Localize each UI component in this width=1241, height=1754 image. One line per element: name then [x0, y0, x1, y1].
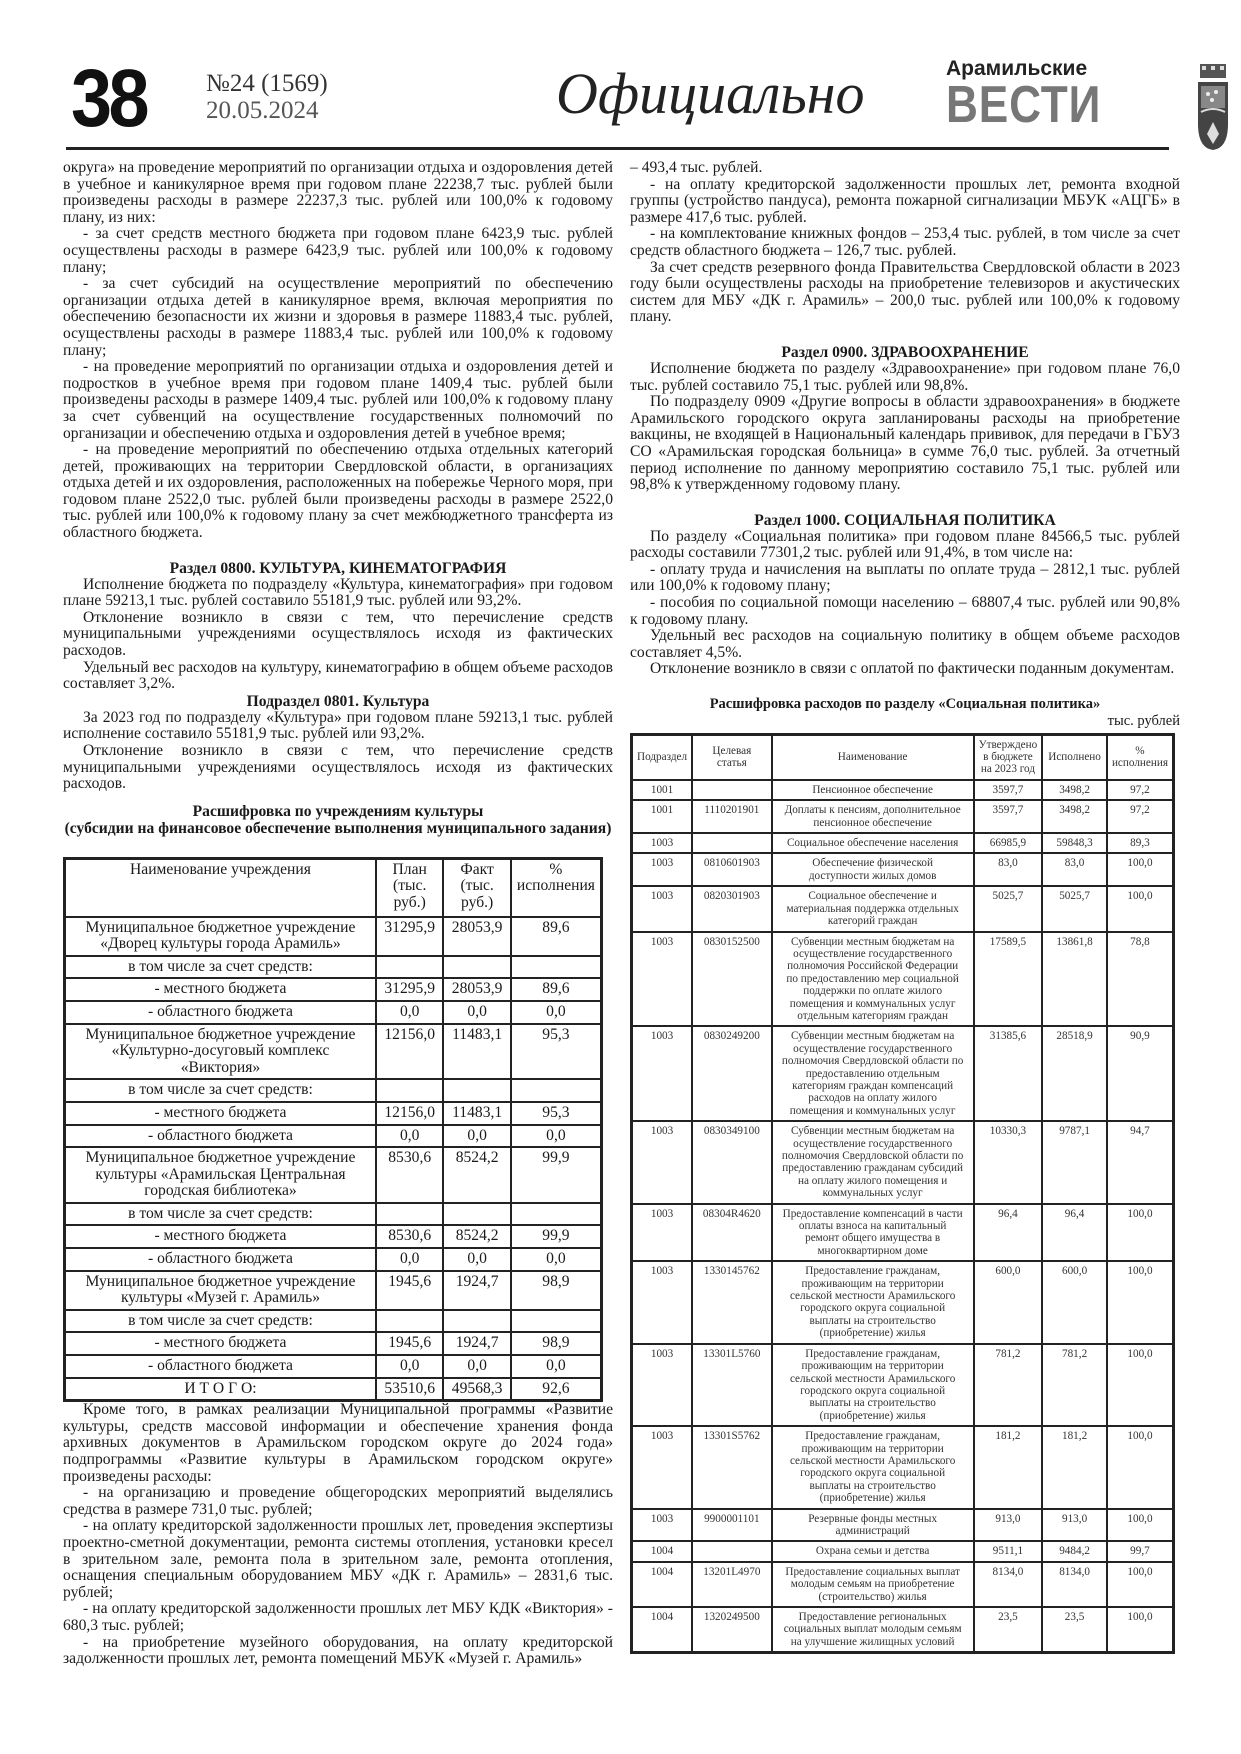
- cell-done: 8134,0: [1042, 1562, 1107, 1607]
- cell-pct: 99,9: [511, 1225, 602, 1248]
- table-row: [65, 1225, 602, 1248]
- cell-pct: 100,0: [1107, 1426, 1174, 1508]
- cell-code: 9900001101: [692, 1509, 772, 1542]
- cell-subsection: 1003: [632, 886, 693, 931]
- table-row: [65, 1079, 602, 1102]
- cell-done: 28518,9: [1042, 1026, 1107, 1121]
- cell-code: 13201L4970: [692, 1562, 772, 1607]
- cell-pct: 97,2: [1107, 780, 1174, 800]
- cell-code: 1320249500: [692, 1607, 772, 1653]
- cell-subsection: 1001: [632, 780, 693, 800]
- cell-name: в том числе за счет средств:: [65, 1079, 376, 1102]
- cell-plan: 31295,9: [376, 917, 444, 956]
- social-table-title: Расшифровка расходов по разделу «Социальная политика»: [709, 696, 1101, 713]
- table-row: [632, 1509, 1174, 1542]
- issue-number: №24 (1569): [206, 70, 328, 97]
- table-total-row: [65, 1378, 602, 1401]
- cell-pct: 89,3: [1107, 833, 1174, 853]
- cell-name: в том числе за счет средств:: [65, 1310, 376, 1333]
- cell-pct: 100,0: [1107, 853, 1174, 886]
- col-header-approved: Утверждено в бюджете на 2023 год: [974, 734, 1043, 780]
- cell-name: Муниципальное бюджетное учреждение «Дворец культуры города Арамиль»: [65, 917, 376, 956]
- cell-plan: 31295,9: [376, 978, 444, 1001]
- cell-done: 781,2: [1042, 1344, 1107, 1426]
- table-row: [632, 1541, 1174, 1561]
- social-policy-table: [630, 733, 1175, 1655]
- cell-approved: 913,0: [974, 1509, 1043, 1542]
- cell-approved: 3597,7: [974, 780, 1043, 800]
- cell-subsection: 1003: [632, 1204, 693, 1262]
- cell-name: - местного бюджета: [65, 1225, 376, 1248]
- table-row: [632, 1261, 1174, 1343]
- cell-pct: 97,2: [1107, 800, 1174, 833]
- cell-subsection: 1004: [632, 1607, 693, 1653]
- paragraph: Исполнение бюджета по разделу «Здравоохранение» при годовом плане 76,0 тыс. рублей составило 75,1 тыс. рублей или 98,8%.: [630, 359, 1180, 394]
- table-row: [65, 1102, 602, 1125]
- table-row: [632, 1026, 1174, 1121]
- cell-code: 0830349100: [692, 1121, 772, 1203]
- cell-name: Предоставление социальных выплат молодым семьям на приобретение (строительство) жилья: [772, 1562, 974, 1607]
- cell-plan: [376, 1310, 444, 1333]
- cell-code: 1110201901: [692, 800, 772, 833]
- table-row: [632, 1121, 1174, 1203]
- cell-plan: 0,0: [376, 1355, 444, 1378]
- table-row: [65, 1271, 602, 1310]
- cell-approved: 96,4: [974, 1204, 1043, 1262]
- cell-subsection: 1003: [632, 932, 693, 1027]
- cell-pct: 92,6: [511, 1378, 602, 1401]
- col-header-code: Целевая статья: [692, 734, 772, 780]
- cell-done: 5025,7: [1042, 886, 1107, 931]
- cell-done: 9787,1: [1042, 1121, 1107, 1203]
- table-row: [65, 956, 602, 979]
- paragraph: - на комплектование книжных фондов – 253,4 тыс. рублей, в том числе за счет средств областного бюджета – 126,7 тыс. рублей.: [630, 225, 1180, 259]
- cell-approved: 600,0: [974, 1261, 1043, 1343]
- cell-name: Предоставление компенсаций в части оплаты взноса на капитальный ремонт общего имущества в многоквартирном доме: [772, 1204, 974, 1262]
- cell-fact: 1924,7: [443, 1332, 510, 1355]
- cell-name: Муниципальное бюджетное учреждение культуры «Музей г. Арамиль»: [65, 1271, 376, 1310]
- paragraph: За 2023 год по подразделу «Культура» при годовом плане 59213,1 тыс. рублей исполнение составило 55181,9 тыс. рублей или 93,2%.: [63, 708, 613, 743]
- section-heading-0900: Раздел 0900. ЗДРАВООХРАНЕНИЕ: [781, 343, 1029, 361]
- cell-approved: 23,5: [974, 1607, 1043, 1653]
- issue-date: 20.05.2024: [206, 97, 319, 124]
- cell-pct: 99,7: [1107, 1541, 1174, 1561]
- paragraph: округа» на проведение мероприятий по организации отдыха и оздоровления детей в учебное и каникулярное время при годовом плане 22238,7 тыс. рублей были произведены расходы в размере 22237,3 тыс. рублей или 100,0% к годовому плану, из них:: [63, 159, 613, 226]
- cell-code: [692, 833, 772, 853]
- cell-done: 3498,2: [1042, 780, 1107, 800]
- cell-name: - местного бюджета: [65, 1102, 376, 1125]
- paragraph: Исполнение бюджета по подразделу «Культура, кинематография» при годовом плане 59213,1 тыс. рублей составило 55181,9 тыс. рублей или 93,2%.: [63, 575, 613, 610]
- paragraph: Отклонение возникло в связи с тем, что перечисление средств муниципальными учреждениями осуществлялось исходя из фактических расходов.: [63, 608, 613, 660]
- cell-pct: 95,3: [511, 1024, 602, 1080]
- table-row: [65, 917, 602, 956]
- table-header-row: [65, 858, 602, 916]
- cell-name: - областного бюджета: [65, 1248, 376, 1271]
- cell-pct: 95,3: [511, 1102, 602, 1125]
- cell-code: [692, 780, 772, 800]
- cell-done: 23,5: [1042, 1607, 1107, 1653]
- paragraph: - на организацию и проведение общегородских мероприятий выделялись средства в размере 731,0 тыс. рублей;: [63, 1484, 613, 1518]
- cell-subsection: 1004: [632, 1541, 693, 1561]
- cell-subsection: 1003: [632, 1121, 693, 1203]
- cell-code: 13301L5760: [692, 1344, 772, 1426]
- cell-plan: 0,0: [376, 1125, 444, 1148]
- cell-subsection: 1003: [632, 1509, 693, 1542]
- cell-pct: 89,6: [511, 978, 602, 1001]
- cell-pct: 89,6: [511, 917, 602, 956]
- cell-plan: 1945,6: [376, 1271, 444, 1310]
- cell-pct: [511, 1203, 602, 1226]
- cell-pct: 98,9: [511, 1271, 602, 1310]
- cell-pct: 94,7: [1107, 1121, 1174, 1203]
- page-header: [66, 40, 1166, 145]
- table-row: [65, 1147, 602, 1203]
- table-row: [632, 833, 1174, 853]
- table-row: [65, 1001, 602, 1024]
- col-header-done: Исполнено: [1042, 734, 1107, 780]
- table-row: [65, 1024, 602, 1080]
- cell-approved: 10330,3: [974, 1121, 1043, 1203]
- cell-plan: [376, 1079, 444, 1102]
- cell-plan: 1945,6: [376, 1332, 444, 1355]
- cell-name: Субвенции местным бюджетам на осуществление государственного полномочия Российской Федерации по предоставлению мер социальной поддержки по оплате жилого помещения и коммунальных услуг отдельным категориям граждан: [772, 932, 974, 1027]
- table-row: [65, 1355, 602, 1378]
- paragraph: - на приобретение музейного оборудования, на оплату кредиторской задолженности прошлых лет, ремонта помещений МБУК «Музей г. Арамиль»: [63, 1633, 613, 1668]
- paragraph: Отклонение возникло в связи с оплатой по фактически поданным документам.: [650, 660, 1175, 678]
- cell-code: 1330145762: [692, 1261, 772, 1343]
- cell-plan: 12156,0: [376, 1024, 444, 1080]
- col-header-pct: % исполнения: [1107, 734, 1174, 780]
- cell-name: Предоставление гражданам, проживающим на территории сельской местности Арамильского городского округа социальной выплаты на строительство (приобретение) жилья: [772, 1426, 974, 1508]
- cell-name: - местного бюджета: [65, 1332, 376, 1355]
- cell-done: 96,4: [1042, 1204, 1107, 1262]
- issue-info: [206, 70, 328, 124]
- table-row: [65, 1332, 602, 1355]
- cell-name: - местного бюджета: [65, 978, 376, 1001]
- table-row: [632, 1204, 1174, 1262]
- paragraph: - за счет средств местного бюджета при годовом плане 6423,9 тыс. рублей осуществлены расходы в размере 6423,9 тыс. рублей или 100,0% к годовому плану;: [63, 225, 613, 276]
- cell-subsection: 1003: [632, 1026, 693, 1121]
- cell-subsection: 1001: [632, 800, 693, 833]
- table-row: [65, 1203, 602, 1226]
- table-row: [632, 780, 1174, 800]
- col-header-subsection: Подраздел: [632, 734, 693, 780]
- table-row: [65, 1310, 602, 1333]
- cell-done: 3498,2: [1042, 800, 1107, 833]
- cell-pct: 98,9: [511, 1332, 602, 1355]
- col-header-pct: % исполнения: [511, 858, 602, 916]
- cell-subsection: 1003: [632, 833, 693, 853]
- cell-name: Обеспечение физической доступности жилых домов: [772, 853, 974, 886]
- social-table-unit: тыс. рублей: [1107, 712, 1180, 729]
- cell-pct: 0,0: [511, 1001, 602, 1024]
- table-row: [632, 1426, 1174, 1508]
- cell-name: - областного бюджета: [65, 1001, 376, 1024]
- cell-code: 08304R4620: [692, 1204, 772, 1262]
- cell-done: 181,2: [1042, 1426, 1107, 1508]
- table-row: [632, 886, 1174, 931]
- cell-approved: 66985,9: [974, 833, 1043, 853]
- cell-name: - областного бюджета: [65, 1125, 376, 1148]
- cell-done: 13861,8: [1042, 932, 1107, 1027]
- cell-done: 83,0: [1042, 853, 1107, 886]
- page-number: 38: [71, 53, 146, 144]
- cell-fact: [443, 1079, 510, 1102]
- paragraph: – 493,4 тыс. рублей.: [630, 159, 763, 176]
- table-row: [65, 1248, 602, 1271]
- cell-fact: 8524,2: [443, 1147, 510, 1203]
- header-rule: [66, 147, 1169, 150]
- paragraph: - оплату труда и начисления на выплаты по оплате труда – 2812,1 тыс. рублей или 100,0% к годовому плану;: [630, 560, 1180, 595]
- paragraph: По подразделу 0909 «Другие вопросы в области здравоохранения» в бюджете Арамильского городского округа запланированы расходы на приобретение вакцины, не входящей в Национальный календарь прививок, для передачи в ГБУЗ СО «Арамильская городская больница» в сумме 76,0 тыс. рублей. За отчетный период исполнение по данному мероприятию составило 75,1 тыс. рублей или 98,8% к утвержденному годовому плану.: [630, 393, 1180, 494]
- cell-done: 913,0: [1042, 1509, 1107, 1542]
- cell-pct: 100,0: [1107, 1509, 1174, 1542]
- cell-fact: 0,0: [443, 1125, 510, 1148]
- cell-name: Предоставление гражданам, проживающим на территории сельской местности Арамильского городского округа социальной выплаты на строительство (приобретение) жилья: [772, 1261, 974, 1343]
- table-row: [632, 1344, 1174, 1426]
- paragraph: Отклонение возникло в связи с тем, что перечисление средств муниципальными учреждениями осуществлялось исходя из фактических расходов.: [63, 742, 613, 793]
- paragraph: Удельный вес расходов на социальную политику в общем объеме расходов составляет 4,5%.: [630, 627, 1180, 661]
- cell-approved: 17589,5: [974, 932, 1043, 1027]
- cell-pct: 0,0: [511, 1125, 602, 1148]
- paragraph: - на проведение мероприятий по обеспечению отдыха отдельных категорий детей, проживающих на территории Свердловской области, в организациях отдыха детей и их оздоровления, расположенных на побережье Черного моря, при годовом плане 2522,0 тыс. рублей были произведены расходы в размере 2522,0 тыс. рублей или 100,0% к годовому плану за счет межбюджетного трансферта из областного бюджета.: [63, 441, 613, 542]
- right-column: [630, 160, 1180, 1654]
- cell-pct: [511, 956, 602, 979]
- cell-fact: [443, 956, 510, 979]
- cell-name: Охрана семьи и детства: [772, 1541, 974, 1561]
- col-header-name: Наименование: [772, 734, 974, 780]
- cell-pct: 0,0: [511, 1248, 602, 1271]
- cell-code: 0820301903: [692, 886, 772, 931]
- section-heading-1000: Раздел 1000. СОЦИАЛЬНАЯ ПОЛИТИКА: [754, 511, 1056, 529]
- cell-name: - областного бюджета: [65, 1355, 376, 1378]
- cell-pct: 100,0: [1107, 1344, 1174, 1426]
- newspaper-logo: [946, 57, 1102, 134]
- cell-pct: 100,0: [1107, 1607, 1174, 1653]
- cell-approved: 31385,6: [974, 1026, 1043, 1121]
- cell-fact: 28053,9: [443, 917, 510, 956]
- cell-name: Предоставление региональных социальных выплат молодым семьям на улучшение жилищных условий: [772, 1607, 974, 1653]
- cell-name: Резервные фонды местных администраций: [772, 1509, 974, 1542]
- section-heading-0800: Раздел 0800. КУЛЬТУРА, КИНЕМАТОГРАФИЯ: [169, 559, 507, 577]
- cell-name: Социальное обеспечение и материальная поддержка отдельных категорий граждан: [772, 886, 974, 931]
- cell-pct: 100,0: [1107, 886, 1174, 931]
- cell-approved: 781,2: [974, 1344, 1043, 1426]
- cell-plan: 8530,6: [376, 1147, 444, 1203]
- cell-plan: [376, 1203, 444, 1226]
- cell-name: Предоставление гражданам, проживающим на территории сельской местности Арамильского городского округа социальной выплаты на строительство (приобретение) жилья: [772, 1344, 974, 1426]
- cell-fact: 11483,1: [443, 1024, 510, 1080]
- cell-plan: 12156,0: [376, 1102, 444, 1125]
- cell-code: 13301S5762: [692, 1426, 772, 1508]
- cell-fact: 11483,1: [443, 1102, 510, 1125]
- cell-fact: [443, 1203, 510, 1226]
- cell-fact: 8524,2: [443, 1225, 510, 1248]
- cell-name: Пенсионное обеспечение: [772, 780, 974, 800]
- logo-main-text: ВЕСТИ: [946, 76, 1102, 134]
- cell-pct: 78,8: [1107, 932, 1174, 1027]
- cell-pct: [511, 1079, 602, 1102]
- paragraph: - пособия по социальной помощи населению – 68807,4 тыс. рублей или 90,8% к годовому плану.: [630, 594, 1180, 628]
- culture-table-subtitle: (субсидии на финансовое обеспечение выполнения муниципального задания): [64, 819, 612, 837]
- paragraph: По разделу «Социальная политика» при годовом плане 84566,5 тыс. рублей расходы составили 77301,2 тыс. рублей или 91,4%, в том числе на:: [630, 527, 1180, 562]
- cell-plan: 0,0: [376, 1001, 444, 1024]
- cell-done: 600,0: [1042, 1261, 1107, 1343]
- cell-fact: 49568,3: [443, 1378, 510, 1401]
- col-header-plan: План (тыс. руб.): [376, 858, 444, 916]
- culture-table: [63, 857, 603, 1402]
- cell-code: 0810601903: [692, 853, 772, 886]
- cell-name: в том числе за счет средств:: [65, 956, 376, 979]
- cell-fact: 0,0: [443, 1001, 510, 1024]
- cell-pct: 99,9: [511, 1147, 602, 1203]
- cell-approved: 9511,1: [974, 1541, 1043, 1561]
- cell-fact: [443, 1310, 510, 1333]
- table-row: [65, 1125, 602, 1148]
- cell-name: Муниципальное бюджетное учреждение «Культурно-досуговый комплекс «Виктория»: [65, 1024, 376, 1080]
- cell-fact: 1924,7: [443, 1271, 510, 1310]
- paragraph: - на проведение мероприятий по организации отдыха и оздоровления детей и подростков в учебное время при годовом плане 1409,4 тыс. рублей были произведены расходы в размере 1409,4 тыс. рублей или 100,0% к годовому плану за счет субвенций на осуществление государственных полномочий по организации и обеспечению отдыха и оздоровления детей в учебное время;: [63, 358, 613, 442]
- paragraph: Кроме того, в рамках реализации Муниципальной программы «Развитие культуры, средств массовой информации и обеспечение хранения фонда архивных документов в Арамильском городском округе до 2024 года» подпрограммы «Развитие культуры в Арамильском городском округе» произведены расходы:: [63, 1401, 613, 1485]
- cell-approved: 3597,7: [974, 800, 1043, 833]
- cell-pct: 0,0: [511, 1355, 602, 1378]
- paragraph: - за счет субсидий на осуществление мероприятий по обеспечению организации отдыха детей в каникулярное время, включая мероприятия по обеспечению безопасности их жизни и здоровья в размере 11883,4 тыс. рублей, осуществлены расходы в размере 11883,4 тыс. рублей или 100,0% к годовому плану;: [63, 275, 613, 359]
- cell-name: Субвенции местным бюджетам на осуществление государственного полномочия Свердловской области по предоставлению гражданам субсидий на оплату жилого помещения и коммунальных услуг: [772, 1121, 974, 1203]
- cell-subsection: 1004: [632, 1562, 693, 1607]
- table-row: [632, 1607, 1174, 1653]
- cell-plan: 53510,6: [376, 1378, 444, 1401]
- paragraph: - на оплату кредиторской задолженности прошлых лет МБУ КДК «Виктория» - 680,3 тыс. рублей;: [63, 1600, 613, 1634]
- section-title: Официально: [556, 61, 865, 126]
- culture-table-title: Расшифровка по учреждениям культуры: [192, 802, 484, 820]
- cell-pct: 90,9: [1107, 1026, 1174, 1121]
- cell-pct: 100,0: [1107, 1562, 1174, 1607]
- left-column: [63, 160, 613, 1668]
- cell-approved: 8134,0: [974, 1562, 1043, 1607]
- cell-pct: 100,0: [1107, 1204, 1174, 1262]
- paragraph: - на оплату кредиторской задолженности прошлых лет, проведения экспертизы проектно-сметной документации, ремонта системы отопления, установки кресел в зрительном зале, ремонта пола в зрительном зале, ремонта отопления, оснащения специальным оборудованием МБУ «ДК г. Арамиль» – 2831,6 тыс. рублей;: [63, 1517, 613, 1601]
- paragraph: - на оплату кредиторской задолженности прошлых лет, ремонта входной группы (устройство пандуса), ремонта пожарной сигнализации МБУК «АЦГБ» в размере 417,6 тыс. рублей.: [630, 175, 1180, 226]
- cell-name: Доплаты к пенсиям, дополнительное пенсионное обеспечение: [772, 800, 974, 833]
- coat-of-arms-icon: [1196, 62, 1230, 152]
- cell-fact: 0,0: [443, 1355, 510, 1378]
- cell-plan: 0,0: [376, 1248, 444, 1271]
- paragraph: За счет средств резервного фонда Правительства Свердловской области в 2023 году были осуществлены расходы на приобретение телевизоров и акустических систем для МБУ «ДК г. Арамиль» – 200,0 тыс. рублей или 100,0% к годовому плану.: [630, 258, 1180, 326]
- paragraph: Удельный вес расходов на культуру, кинематографию в общем объеме расходов составляет 3,2%.: [63, 658, 613, 693]
- cell-approved: 5025,7: [974, 886, 1043, 931]
- cell-name: Субвенции местным бюджетам на осуществление государственного полномочия Свердловской области по предоставлению отдельным категориям граждан компенсаций расходов на оплату жилого помещения и коммунальных услуг: [772, 1026, 974, 1121]
- cell-plan: [376, 956, 444, 979]
- cell-name: Муниципальное бюджетное учреждение культуры «Арамильская Центральная городская библиотека»: [65, 1147, 376, 1203]
- subsection-heading-0801: Подраздел 0801. Культура: [246, 692, 430, 710]
- table-row: [632, 1562, 1174, 1607]
- cell-code: 0830249200: [692, 1026, 772, 1121]
- cell-code: 0830152500: [692, 932, 772, 1027]
- cell-name: Социальное обеспечение населения: [772, 833, 974, 853]
- col-header-fact: Факт (тыс. руб.): [443, 858, 510, 916]
- cell-subsection: 1003: [632, 1344, 693, 1426]
- logo-top-text: Арамильские: [946, 57, 1088, 80]
- col-header-name: Наименование учреждения: [65, 858, 376, 916]
- cell-fact: 28053,9: [443, 978, 510, 1001]
- cell-subsection: 1003: [632, 853, 693, 886]
- table-row: [632, 800, 1174, 833]
- cell-name: И Т О Г О:: [65, 1378, 376, 1401]
- cell-code: [692, 1541, 772, 1561]
- cell-subsection: 1003: [632, 1426, 693, 1508]
- cell-approved: 181,2: [974, 1426, 1043, 1508]
- cell-done: 59848,3: [1042, 833, 1107, 853]
- cell-pct: [511, 1310, 602, 1333]
- cell-name: в том числе за счет средств:: [65, 1203, 376, 1226]
- cell-fact: 0,0: [443, 1248, 510, 1271]
- cell-pct: 100,0: [1107, 1261, 1174, 1343]
- cell-plan: 8530,6: [376, 1225, 444, 1248]
- table-header-row: [632, 734, 1174, 780]
- table-row: [632, 853, 1174, 886]
- table-row: [65, 978, 602, 1001]
- cell-subsection: 1003: [632, 1261, 693, 1343]
- table-row: [632, 932, 1174, 1027]
- cell-approved: 83,0: [974, 853, 1043, 886]
- cell-done: 9484,2: [1042, 1541, 1107, 1561]
